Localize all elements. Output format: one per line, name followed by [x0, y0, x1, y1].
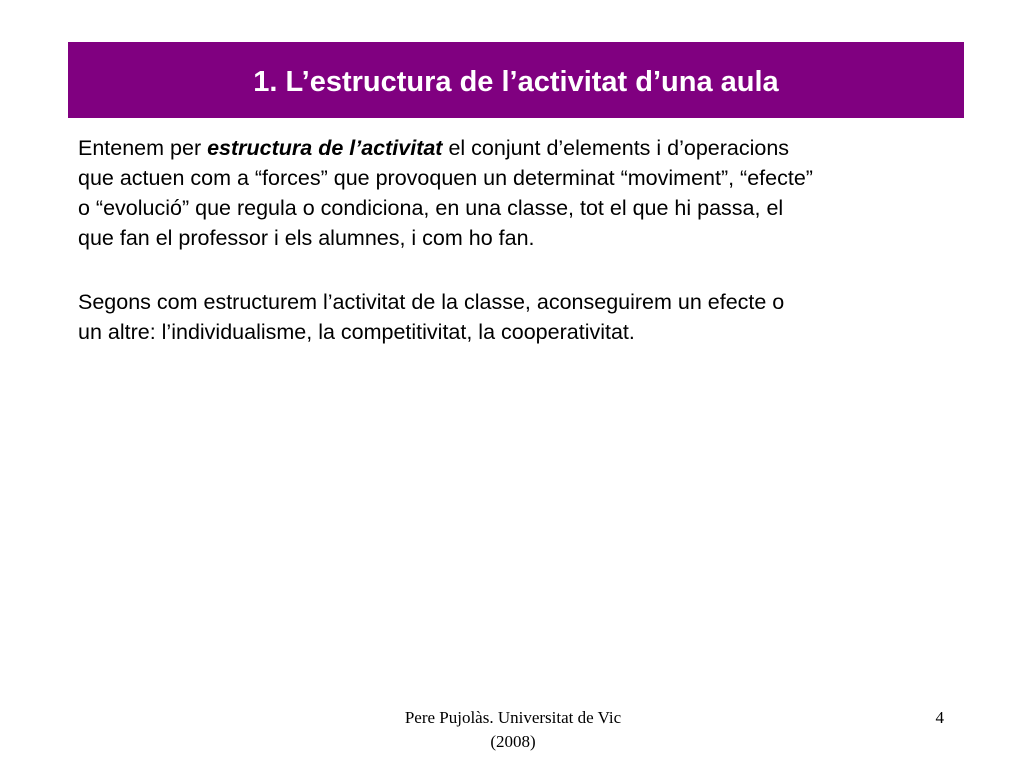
footer-author: Pere Pujolàs. Universitat de Vic [404, 708, 622, 727]
paragraph-definition-line2: que actuen com a “forces” que provoquen un determinat “moviment”, “efecte” [78, 166, 813, 190]
footer-source [360, 706, 666, 754]
slide-title: 1. L’estructura de l’activitat d’una aula [253, 65, 779, 98]
paragraph-definition-line4: que fan el professor i els alumnes, i com ho fan. [78, 226, 535, 250]
page-number: 4 [935, 708, 944, 727]
paragraph-definition [78, 133, 958, 253]
title-bar [68, 42, 964, 118]
paragraph-definition-line1-end: el conjunt d’elements i d’operacions [442, 136, 790, 160]
footer-year: (2008) [490, 732, 536, 751]
paragraph-effects-line1: Segons com estructurem l’activitat de la classe, aconseguirem un efecte o [78, 290, 785, 314]
emphasized-term: estructura de l’activitat [207, 136, 443, 160]
paragraph-effects-line2: un altre: l’individualisme, la competitivitat, la cooperativitat. [78, 320, 635, 344]
paragraph-definition-line1-start: Entenem per [78, 136, 208, 160]
paragraph-effects [78, 287, 958, 347]
paragraph-definition-line3: o “evolució” que regula o condiciona, en una classe, tot el que hi passa, el [78, 196, 784, 220]
